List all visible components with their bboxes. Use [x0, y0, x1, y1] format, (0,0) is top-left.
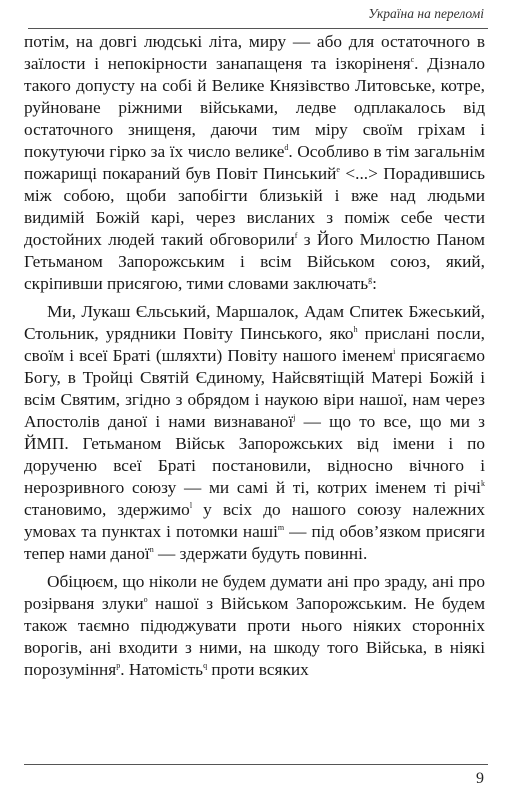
footnote-marker: f [294, 231, 298, 240]
footnote-marker: o [143, 595, 148, 604]
footnote-marker: d [284, 143, 289, 152]
text-run: — під обов’язком присяги тепер нами даної [24, 522, 485, 563]
page-number: 9 [476, 770, 484, 787]
text-run: : [372, 274, 377, 293]
text-run: Ми, Лукаш Єльський, Маршалок, Адам Спитек Бжеський, Стольник, урядники Повіту Пинського, яко [24, 302, 485, 343]
footnote-marker: c [410, 55, 415, 64]
footnote-marker: n [149, 545, 154, 554]
text-run: . Особливо в тім загальнім пожарищі покараний був Повіт Пинський [24, 142, 485, 183]
footnote-marker: l [189, 501, 193, 510]
text-run: у всіх до нашого союзу належних умовах та пунктах і потомки наші [24, 500, 485, 541]
text-run: прислані посли, своїм і всеї Браті (шляхти) Повіту нашого іменем [24, 324, 485, 365]
footnote-marker: p [116, 661, 121, 670]
footnote-marker: e [336, 165, 340, 174]
text-run: присягаємо Богу, в Тройці Святій Єдиному, Найсвятіщій Матері Божій і всім Святим, згідно з обрядом і наукою віри нашої, нам через Апостолів даної і нами визнаваної [24, 346, 485, 431]
text-run: нашої з Військом Запорожським. Не будем також таємно підюджувати проти нього ніяких сторонніх ворогів, ані входити з ними, на шкоду того Війська, в ніякі порозуміння [24, 594, 486, 679]
footnote-marker: j [293, 413, 296, 422]
page-body [24, 31, 485, 681]
text-run: — здержати будуть повинні. [153, 544, 368, 563]
footnote-marker: k [481, 479, 485, 488]
text-run: . Дізнало такого допусту на собі й Велике Князівство Литовське, котре, руйноване ріжними військами, ледве одплакалось від остаточного знищеня, даючи тим міру своїм гріхам і покутуючи гірко за їх число велике [24, 54, 485, 161]
footer-rule [24, 764, 488, 765]
text-run: — що то все, що ми з ЙМП. Гетьманом Військ Запорожських від імени і по доручeню всеї Браті постановили, відносно вічного і нерозривного союзу — ми самі й ті, котрих іменем ті річі [24, 412, 486, 497]
text-run: Обіцюєм, що ніколи не будем думати ані про зраду, ані про розірваня злуки [24, 572, 485, 613]
text-run: становимо, здержимо [24, 500, 190, 519]
paragraph-2 [24, 301, 485, 565]
running-header: Україна на переломі [368, 6, 484, 21]
text-run: потім, на довгі людські літа, миру — або для остаточного в заїлости і непокірности занапащеня та ізкоріненя [24, 32, 485, 73]
footnote-marker: g [368, 275, 373, 284]
text-run: . Натомість [120, 660, 204, 679]
footnote-marker: i [393, 347, 396, 356]
footnote-marker: q [203, 661, 208, 670]
header-rule [28, 28, 488, 29]
text-run: <...> Порадившись між собою, щоби запобігти близькій і вже над людьми видимій Божій карі, через висланих з поміж себе чести достойних людей такий обговорили [24, 164, 485, 249]
footnote-marker: m [277, 523, 285, 532]
text-run: з Його Милостю Паном Гетьманом Запорожським і всім Військом союз, який, скріпивши присягою, тими словами заключать [24, 230, 485, 293]
text-run: проти всяких [207, 660, 309, 679]
footnote-marker: h [353, 325, 358, 334]
paragraph-1 [24, 31, 485, 295]
paragraph-3 [24, 571, 485, 681]
